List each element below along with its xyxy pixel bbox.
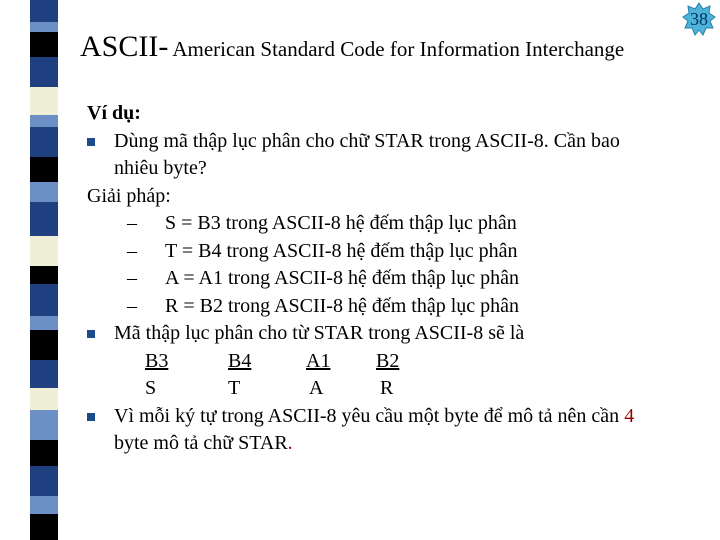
- hex-code: A1: [306, 349, 331, 372]
- solution-heading: Giải pháp:: [87, 184, 171, 207]
- hex-code: B3: [145, 349, 169, 372]
- square-bullet-icon: [87, 330, 95, 338]
- letters-row: [87, 375, 702, 403]
- solution-item: – R = B2 trong ASCII-8 hệ đếm thập lục phân: [127, 294, 520, 317]
- letter: A: [309, 377, 324, 399]
- example-heading: Ví dụ:: [87, 102, 141, 124]
- hex-code: B2: [376, 349, 400, 372]
- hex-codes-row: [87, 348, 702, 376]
- hex-code: B4: [228, 349, 252, 372]
- decorative-side-stripe: [30, 0, 58, 540]
- question-continuation: nhiêu byte?: [114, 157, 207, 179]
- conclusion-continuation: byte mô tả chữ STAR.: [114, 432, 293, 454]
- slide-title: [80, 30, 720, 64]
- list-item-question: Dùng mã thập lục phân cho chữ STAR trong ASCII-8. Cần bao: [87, 128, 702, 156]
- square-bullet-icon: [87, 413, 95, 421]
- solution-item: – S = B3 trong ASCII-8 hệ đếm thập lục phân: [127, 212, 517, 234]
- square-bullet-icon: [87, 138, 95, 146]
- title-main: ASCII-: [80, 30, 169, 63]
- slide-number: 38: [690, 9, 708, 29]
- letter: T: [228, 377, 241, 399]
- byte-count: 4: [624, 404, 635, 427]
- slide-body: [87, 100, 702, 458]
- solution-item: – T = B4 trong ASCII-8 hệ đếm thập lục phân: [127, 239, 518, 262]
- title-sub: American Standard Code for Information Interchange: [172, 37, 625, 61]
- list-item-conclusion: Vì mỗi ký tự trong ASCII-8 yêu cầu một byte để mô tả nên cần 4: [87, 403, 702, 431]
- letter: R: [380, 377, 394, 399]
- solution-item: – A = A1 trong ASCII-8 hệ đếm thập lục phân: [127, 267, 520, 289]
- list-item-hex-intro: Mã thập lục phân cho từ STAR trong ASCII-8 sẽ là: [87, 320, 702, 348]
- letter: S: [145, 377, 157, 399]
